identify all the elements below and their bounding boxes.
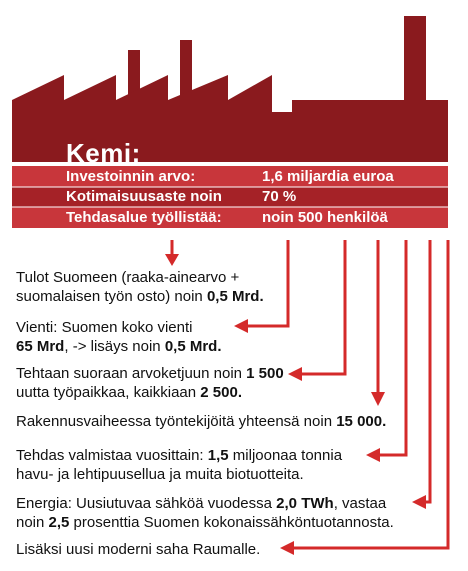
info-item-sawmill: Lisäksi uusi moderni saha Raumalle. — [16, 541, 261, 558]
stat-label: Kotimaisuusaste noin — [66, 188, 222, 205]
arrowhead-2 — [234, 319, 248, 333]
stat-value: 1,6 miljardia euroa — [262, 168, 394, 185]
arrowhead-5 — [366, 448, 380, 462]
arrowhead-1 — [165, 254, 179, 266]
stat-label: Tehdasalue työllistää: — [66, 209, 222, 226]
info-item-construction: Rakennusvaiheessa työntekijöitä yhteensä noin 15 000. — [16, 413, 387, 430]
stat-value: noin 500 henkilöä — [262, 209, 388, 226]
factory-title: Kemi: — [66, 138, 141, 168]
chimney-3 — [404, 16, 426, 112]
arrowhead-3 — [288, 367, 302, 381]
arrow-line-3 — [300, 240, 345, 374]
arrowhead-7 — [280, 541, 294, 555]
info-item-export: Vienti: Suomen koko vienti 65 Mrd, -> lisäys noin 0,5 Mrd. — [16, 319, 222, 355]
info-item-energy: Energia: Uusiutuvaa sähköä vuodessa 2,0 TWh, vastaa noin 2,5 prosenttia Suomen kokonaissähköntuotannosta. — [16, 495, 394, 531]
stat-label: Investoinnin arvo: — [66, 168, 196, 185]
info-item-jobs: Tehtaan suoraan arvoketjuun noin 1 500 uutta työpaikkaa, kaikkiaan 2 500. — [16, 365, 284, 401]
info-item-income: Tulot Suomeen (raaka-ainearvo + suomalaisen työn osto) noin 0,5 Mrd. — [16, 269, 264, 305]
stat-value: 70 % — [262, 188, 297, 205]
arrowhead-6 — [412, 495, 426, 509]
info-item-production: Tehdas valmistaa vuosittain: 1,5 miljoonaa tonnia havu- ja lehtipuusellua ja muita biotuotteita. — [16, 447, 343, 483]
arrowhead-4 — [371, 392, 385, 406]
arrow-line-6 — [424, 240, 430, 502]
